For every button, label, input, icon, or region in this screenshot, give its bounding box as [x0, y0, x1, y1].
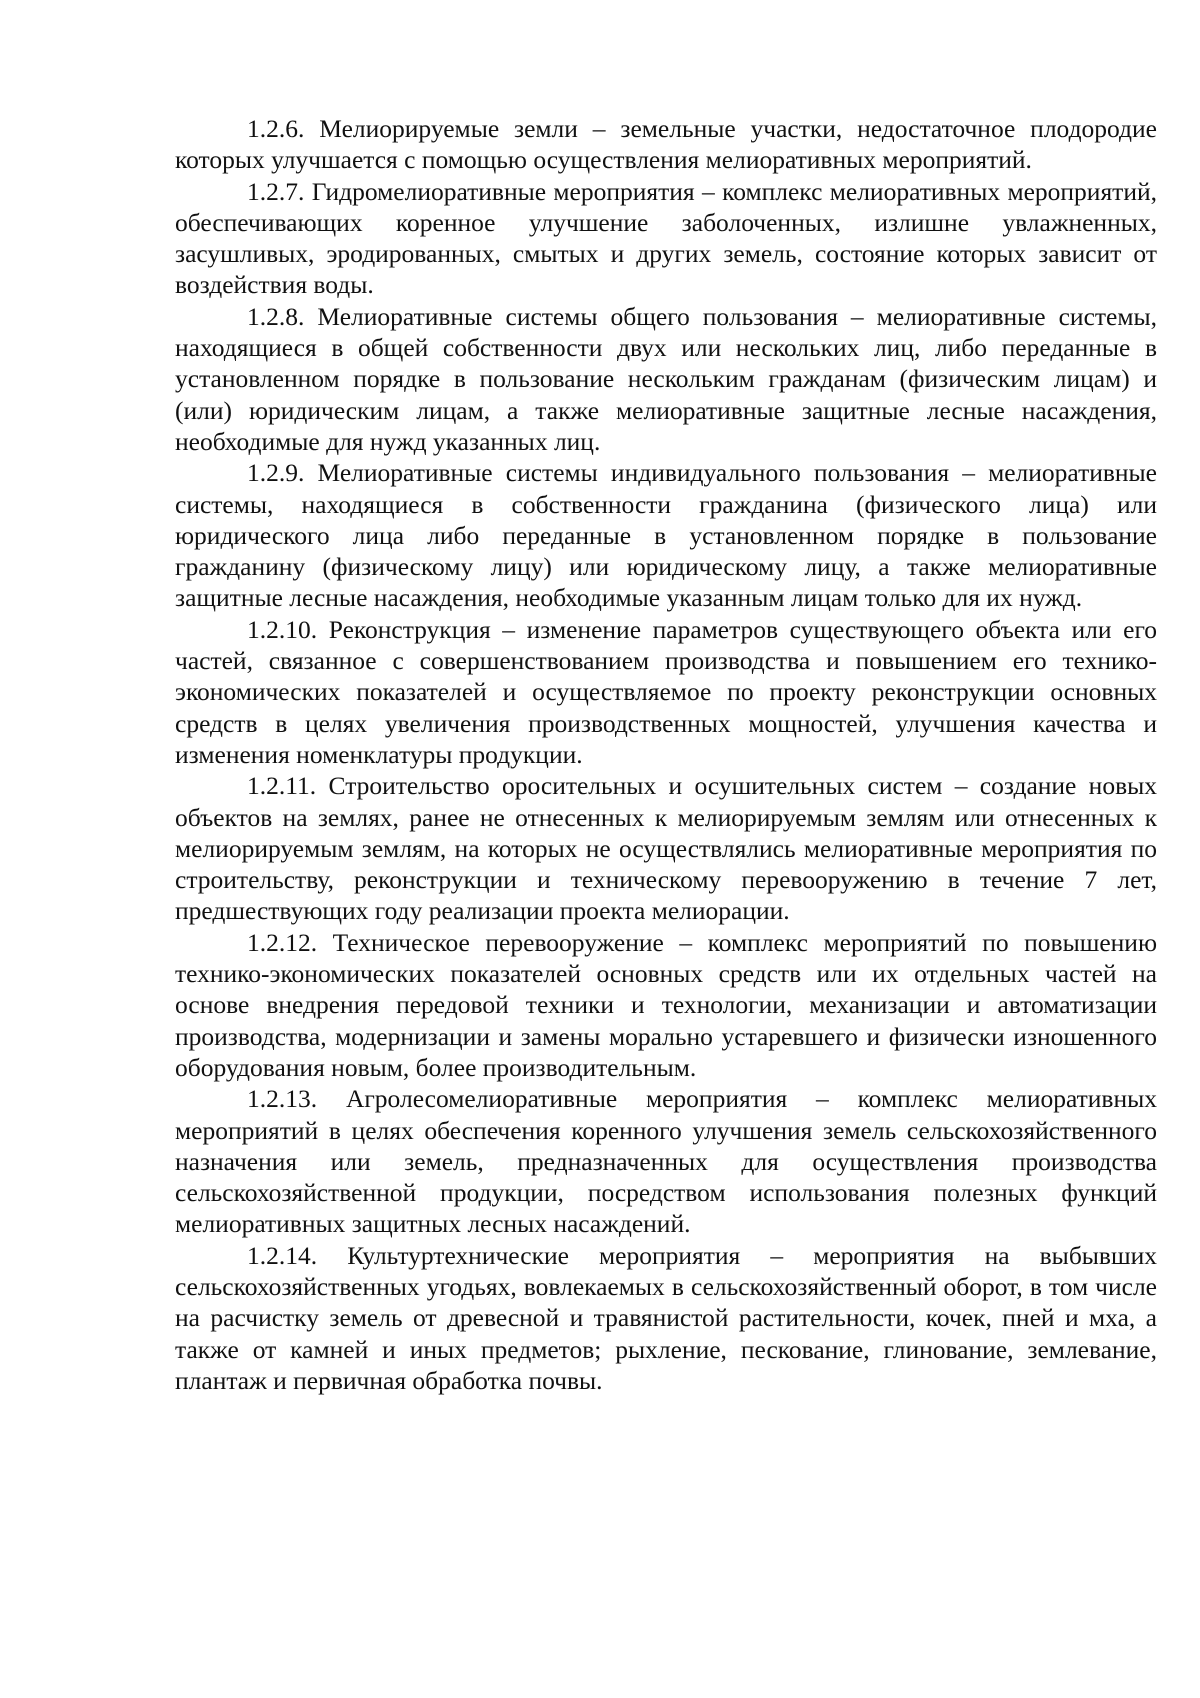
paragraph-text: Гидромелиоративные мероприятия – комплекс мелиоративных мероприятий, обеспечивающих коренное улучшение заболоченных, излишне увлажненных, засушливых, эродированных, смытых и других земель, состояние которых зависит от воздействия воды.	[175, 176, 1157, 300]
paragraph-text: Техническое перевооружение – комплекс мероприятий по повышению технико-экономических показателей основных средств или их отдельных частей на основе внедрения передовой техники и технологии, механизации и автоматизации производства, модернизации и замены морально устаревшего и физически изношенного оборудования новым, более производительным.	[175, 927, 1157, 1082]
paragraph-1-2-14	[175, 1240, 1157, 1396]
paragraph-1-2-9	[175, 457, 1157, 613]
paragraph-number: 1.2.9.	[247, 458, 305, 488]
paragraph-1-2-6	[175, 113, 1157, 176]
paragraph-number: 1.2.11.	[247, 771, 317, 801]
paragraph-1-2-7	[175, 176, 1157, 301]
paragraph-text: Реконструкция – изменение параметров существующего объекта или его частей, связанное с совершенствованием производства и повышением его технико-экономических показателей и осуществляемое по проекту реконструкции основных средств в целях увеличения производственных мощностей, улучшения качества и изменения номенклатуры продукции.	[175, 614, 1158, 769]
paragraph-number: 1.2.12.	[247, 927, 318, 957]
paragraph-1-2-13	[175, 1083, 1157, 1239]
paragraph-1-2-10	[175, 614, 1157, 770]
paragraph-text: Мелиоративные системы общего пользования – мелиоративные системы, находящиеся в общей собственности двух или нескольких лиц, либо переданные в установленном порядке в пользование нескольким гражданам (физическим лицам) и (или) юридическим лицам, а также мелиоративные защитные лесные насаждения, необходимые для нужд указанных лиц.	[175, 301, 1157, 456]
paragraph-text: Мелиоративные системы индивидуального пользования – мелиоративные системы, находящиеся в собственности гражданина (физического лица) или юридического лица либо переданные в установленном порядке в пользование гражданину (физическому лицу) или юридическому лицу, а также мелиоративные защитные лесные насаждения, необходимые указанным лицам только для их нужд.	[175, 458, 1157, 613]
paragraph-number: 1.2.13.	[247, 1084, 318, 1114]
paragraph-number: 1.2.7.	[247, 176, 305, 206]
document-body	[175, 113, 1157, 1396]
paragraph-number: 1.2.10.	[247, 614, 318, 644]
paragraph-text: Культуртехнические мероприятия – мероприятия на выбывших сельскохозяйственных угодьях, вовлекаемых в сельскохозяйственный оборот, в том числе на расчистку земель от древесной и травянистой растительности, кочек, пней и мха, а также от камней и иных предметов; рыхление, пескование, глинование, землевание, плантаж и первичная обработка почвы.	[175, 1240, 1157, 1395]
paragraph-1-2-11	[175, 770, 1157, 926]
paragraph-text: Мелиорируемые земли – земельные участки, недостаточное плодородие которых улучшается с помощью осуществления мелиоративных мероприятий.	[175, 114, 1157, 175]
paragraph-number: 1.2.8.	[247, 301, 305, 331]
paragraph-1-2-12	[175, 927, 1157, 1083]
paragraph-number: 1.2.14.	[247, 1240, 318, 1270]
paragraph-text: Строительство оросительных и осушительных систем – создание новых объектов на землях, ранее не отнесенных к мелиорируемым землям или отнесенных к мелиорируемым землям, на которых не осуществлялись мелиоративные мероприятия по строительству, реконструкции и техническому перевооружению в течение 7 лет, предшествующих году реализации проекта мелиорации.	[175, 771, 1158, 926]
paragraph-number: 1.2.6.	[247, 114, 305, 143]
paragraph-text: Агролесомелиоративные мероприятия – комплекс мелиоративных мероприятий в целях обеспечения коренного улучшения земель сельскохозяйственного назначения или земель, предназначенных для осуществления производства сельскохозяйственной продукции, посредством использования полезных функций мелиоративных защитных лесных насаждений.	[175, 1084, 1157, 1239]
paragraph-1-2-8	[175, 301, 1157, 457]
